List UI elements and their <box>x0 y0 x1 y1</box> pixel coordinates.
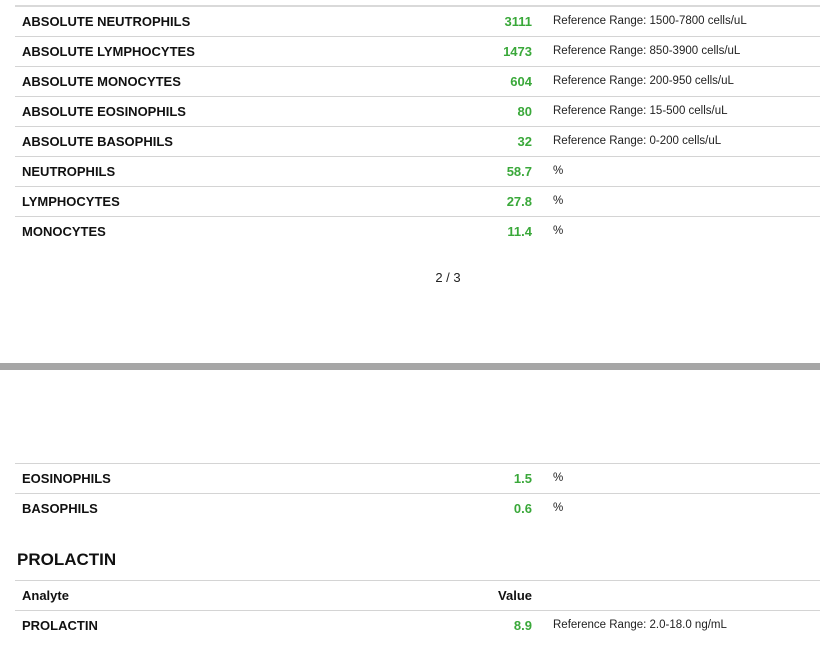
analyte-value: 0.6 <box>513 501 532 516</box>
table-row <box>15 37 820 67</box>
column-header-analyte: Analyte <box>22 588 69 603</box>
table-row <box>15 464 820 494</box>
reference-range: % <box>553 195 564 207</box>
analyte-name: BASOPHILS <box>22 501 98 516</box>
table-header-row <box>15 581 820 611</box>
analyte-value: 27.8 <box>506 194 532 209</box>
analyte-value: 80 <box>517 104 532 119</box>
analyte-value: 3111 <box>504 14 532 29</box>
section-title-prolactin: PROLACTIN <box>17 550 117 569</box>
analyte-name: ABSOLUTE NEUTROPHILS <box>22 14 191 29</box>
table-row <box>15 7 820 37</box>
prolactin-table <box>15 580 820 641</box>
analyte-name: NEUTROPHILS <box>22 164 116 179</box>
reference-range: % <box>553 225 564 237</box>
reference-range: Reference Range: 1500-7800 cells/uL <box>553 15 747 27</box>
reference-range: Reference Range: 0-200 cells/uL <box>553 135 722 147</box>
table-row <box>15 97 820 127</box>
analyte-value: 8.9 <box>513 618 532 633</box>
reference-range: Reference Range: 850-3900 cells/uL <box>553 45 741 57</box>
table-row <box>15 67 820 97</box>
analyte-name: EOSINOPHILS <box>22 471 111 486</box>
reference-range: Reference Range: 2.0-18.0 ng/mL <box>553 619 727 631</box>
analyte-value: 604 <box>510 74 532 89</box>
column-header-value: Value <box>498 588 532 603</box>
analyte-name: ABSOLUTE MONOCYTES <box>22 74 181 89</box>
analyte-name: ABSOLUTE LYMPHOCYTES <box>22 44 195 59</box>
analyte-value: 1473 <box>503 44 532 59</box>
table-row <box>15 217 820 247</box>
reference-range: % <box>553 165 564 177</box>
page-divider <box>0 363 820 370</box>
analyte-name: ABSOLUTE BASOPHILS <box>22 134 173 149</box>
table-row <box>15 157 820 187</box>
analyte-value: 1.5 <box>513 471 532 486</box>
analyte-name: ABSOLUTE EOSINOPHILS <box>22 104 186 119</box>
analyte-name: LYMPHOCYTES <box>22 194 120 209</box>
analyte-value: 58.7 <box>506 164 532 179</box>
analyte-name: PROLACTIN <box>22 618 98 633</box>
reference-range: Reference Range: 15-500 cells/uL <box>553 105 728 117</box>
page1-results-table <box>15 7 820 247</box>
analyte-value: 32 <box>517 134 532 149</box>
table-row <box>15 127 820 157</box>
reference-range: Reference Range: 200-950 cells/uL <box>553 75 734 87</box>
analyte-name: MONOCYTES <box>22 224 106 239</box>
reference-range: % <box>553 502 564 514</box>
table-row <box>15 611 820 641</box>
table-row <box>15 494 820 524</box>
analyte-value: 11.4 <box>507 224 532 239</box>
table-row <box>15 187 820 217</box>
reference-range: % <box>553 472 564 484</box>
page2-results-table <box>15 463 820 524</box>
page-number: 2 / 3 <box>435 270 461 285</box>
